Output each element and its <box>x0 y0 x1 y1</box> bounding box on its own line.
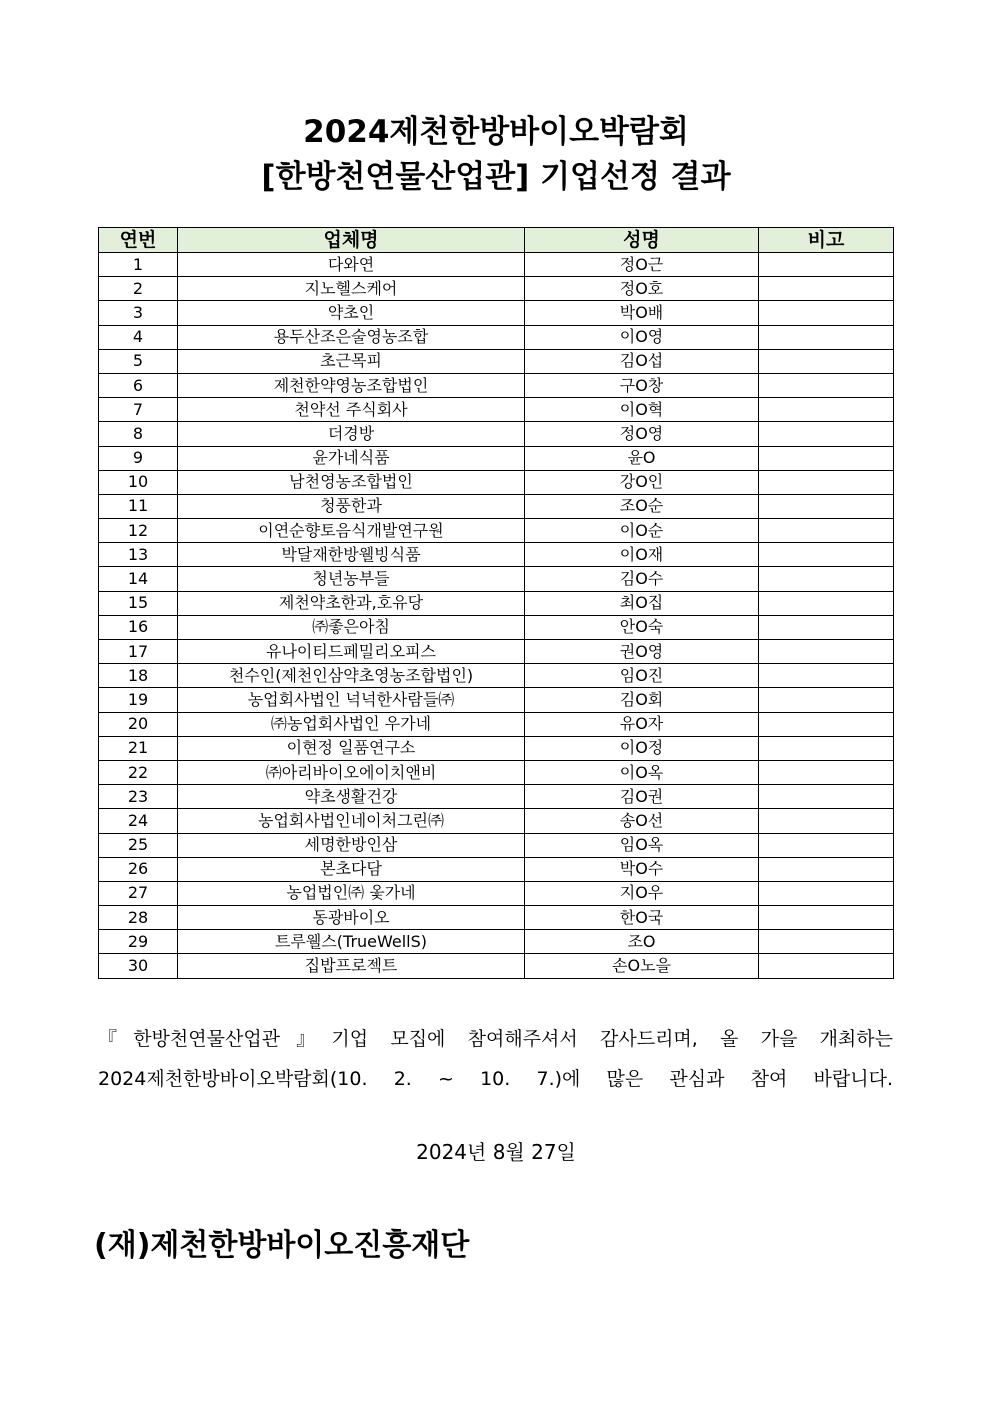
cell-name: 조O <box>525 930 759 954</box>
cell-number: 30 <box>99 954 178 978</box>
table-row <box>99 640 894 664</box>
cell-remark <box>759 736 894 760</box>
table-row <box>99 760 894 784</box>
cell-name: 정O영 <box>525 422 759 446</box>
cell-number: 2 <box>99 277 178 301</box>
table-row <box>99 591 894 615</box>
cell-remark <box>759 688 894 712</box>
cell-company: 농업법인㈜ 옻가네 <box>178 881 525 905</box>
cell-company: 이현정 일품연구소 <box>178 736 525 760</box>
table-row <box>99 809 894 833</box>
table-row <box>99 881 894 905</box>
cell-remark <box>759 543 894 567</box>
cell-name: 한O국 <box>525 906 759 930</box>
cell-name: 김O회 <box>525 688 759 712</box>
cell-company: 약초생활건강 <box>178 785 525 809</box>
header-company: 업체명 <box>178 228 525 253</box>
table-row <box>99 277 894 301</box>
cell-remark <box>759 881 894 905</box>
document-title-line2: [한방천연물산업관] 기업선정 결과 <box>261 159 731 195</box>
cell-name: 김O권 <box>525 785 759 809</box>
cell-remark <box>759 373 894 397</box>
cell-company: 동광바이오 <box>178 906 525 930</box>
table-row <box>99 664 894 688</box>
closing-paragraph-line2: 2024제천한방바이오박람회(10. 2. ~ 10. 7.)에 많은 관심과 참여 바랍니다. <box>98 1068 893 1090</box>
cell-name: 송O선 <box>525 809 759 833</box>
table-row <box>99 349 894 373</box>
cell-name: 이O정 <box>525 736 759 760</box>
cell-name: 안O숙 <box>525 615 759 639</box>
cell-name: 김O수 <box>525 567 759 591</box>
cell-name: 김O섭 <box>525 349 759 373</box>
cell-remark <box>759 567 894 591</box>
cell-company: 제천약초한과,호유당 <box>178 591 525 615</box>
cell-number: 12 <box>99 519 178 543</box>
cell-remark <box>759 470 894 494</box>
cell-number: 6 <box>99 373 178 397</box>
cell-number: 10 <box>99 470 178 494</box>
table-row <box>99 567 894 591</box>
cell-company: ㈜농업회사법인 우가네 <box>178 712 525 736</box>
cell-number: 17 <box>99 640 178 664</box>
cell-number: 20 <box>99 712 178 736</box>
table-row <box>99 253 894 277</box>
cell-remark <box>759 277 894 301</box>
document-title-line1: 2024제천한방바이오박람회 <box>303 114 689 150</box>
cell-number: 27 <box>99 881 178 905</box>
cell-remark <box>759 906 894 930</box>
cell-company: 트루웰스(TrueWellS) <box>178 930 525 954</box>
cell-name: 박O수 <box>525 857 759 881</box>
table-row <box>99 688 894 712</box>
cell-company: 용두산조은술영농조합 <box>178 325 525 349</box>
cell-number: 26 <box>99 857 178 881</box>
cell-company: 천약선 주식회사 <box>178 398 525 422</box>
cell-number: 16 <box>99 615 178 639</box>
table-row <box>99 301 894 325</box>
cell-remark <box>759 253 894 277</box>
cell-name: 임O진 <box>525 664 759 688</box>
cell-remark <box>759 494 894 518</box>
cell-remark <box>759 398 894 422</box>
cell-name: 손O노을 <box>525 954 759 978</box>
header-remark: 비고 <box>759 228 894 253</box>
cell-company: 윤가네식품 <box>178 446 525 470</box>
cell-company: 농업회사법인 넉넉한사람들㈜ <box>178 688 525 712</box>
cell-number: 23 <box>99 785 178 809</box>
cell-company: 남천영농조합법인 <box>178 470 525 494</box>
cell-company: ㈜좋은아침 <box>178 615 525 639</box>
cell-company: 청년농부들 <box>178 567 525 591</box>
cell-number: 15 <box>99 591 178 615</box>
cell-remark <box>759 615 894 639</box>
cell-number: 18 <box>99 664 178 688</box>
cell-company: 천수인(제천인삼약초영농조합법인) <box>178 664 525 688</box>
table-row <box>99 446 894 470</box>
cell-number: 7 <box>99 398 178 422</box>
cell-name: 강O인 <box>525 470 759 494</box>
cell-company: 박달재한방웰빙식품 <box>178 543 525 567</box>
cell-number: 29 <box>99 930 178 954</box>
table-row <box>99 736 894 760</box>
cell-name: 이O순 <box>525 519 759 543</box>
table-row <box>99 857 894 881</box>
cell-name: 권O영 <box>525 640 759 664</box>
cell-name: 정O호 <box>525 277 759 301</box>
cell-remark <box>759 640 894 664</box>
table-row <box>99 470 894 494</box>
cell-company: 본초다담 <box>178 857 525 881</box>
cell-company: 청풍한과 <box>178 494 525 518</box>
cell-remark <box>759 857 894 881</box>
header-name: 성명 <box>525 228 759 253</box>
cell-name: 이O옥 <box>525 760 759 784</box>
cell-company: 세명한방인삼 <box>178 833 525 857</box>
cell-remark <box>759 809 894 833</box>
cell-remark <box>759 712 894 736</box>
cell-name: 이O영 <box>525 325 759 349</box>
cell-company: 초근목피 <box>178 349 525 373</box>
table-row <box>99 615 894 639</box>
cell-remark <box>759 664 894 688</box>
cell-name: 윤O <box>525 446 759 470</box>
cell-name: 구O창 <box>525 373 759 397</box>
table-header-row <box>99 228 894 253</box>
cell-company: 집밥프로젝트 <box>178 954 525 978</box>
cell-number: 14 <box>99 567 178 591</box>
cell-company: 다와연 <box>178 253 525 277</box>
cell-company: 유나이티드페밀리오피스 <box>178 640 525 664</box>
table-row <box>99 785 894 809</box>
cell-remark <box>759 519 894 543</box>
cell-number: 5 <box>99 349 178 373</box>
cell-remark <box>759 301 894 325</box>
cell-number: 11 <box>99 494 178 518</box>
cell-number: 21 <box>99 736 178 760</box>
header-number: 연번 <box>99 228 178 253</box>
cell-remark <box>759 785 894 809</box>
table-row <box>99 543 894 567</box>
table-row <box>99 325 894 349</box>
cell-number: 13 <box>99 543 178 567</box>
cell-company: ㈜아리바이오에이치앤비 <box>178 760 525 784</box>
cell-remark <box>759 954 894 978</box>
cell-number: 25 <box>99 833 178 857</box>
cell-remark <box>759 930 894 954</box>
table-row <box>99 930 894 954</box>
cell-number: 19 <box>99 688 178 712</box>
cell-remark <box>759 591 894 615</box>
cell-number: 3 <box>99 301 178 325</box>
cell-name: 이O혁 <box>525 398 759 422</box>
cell-number: 1 <box>99 253 178 277</box>
cell-remark <box>759 446 894 470</box>
table-row <box>99 833 894 857</box>
table-row <box>99 422 894 446</box>
table-body <box>99 253 894 979</box>
cell-name: 지O우 <box>525 881 759 905</box>
cell-remark <box>759 760 894 784</box>
cell-name: 박O배 <box>525 301 759 325</box>
cell-number: 28 <box>99 906 178 930</box>
table-row <box>99 954 894 978</box>
table-row <box>99 519 894 543</box>
table-row <box>99 398 894 422</box>
cell-name: 유O자 <box>525 712 759 736</box>
table-row <box>99 906 894 930</box>
organization-name: (재)제천한방바이오진흥재단 <box>94 1228 470 1263</box>
cell-number: 24 <box>99 809 178 833</box>
cell-company: 더경방 <box>178 422 525 446</box>
cell-name: 정O근 <box>525 253 759 277</box>
cell-name: 이O재 <box>525 543 759 567</box>
cell-name: 임O옥 <box>525 833 759 857</box>
table-row <box>99 712 894 736</box>
document-date: 2024년 8월 27일 <box>416 1140 576 1164</box>
cell-company: 농업회사법인네이처그린㈜ <box>178 809 525 833</box>
cell-remark <box>759 349 894 373</box>
cell-name: 조O순 <box>525 494 759 518</box>
cell-name: 최O집 <box>525 591 759 615</box>
cell-company: 이연순향토음식개발연구원 <box>178 519 525 543</box>
cell-number: 9 <box>99 446 178 470</box>
table-row <box>99 494 894 518</box>
cell-number: 4 <box>99 325 178 349</box>
table-row <box>99 373 894 397</box>
cell-number: 8 <box>99 422 178 446</box>
cell-remark <box>759 325 894 349</box>
cell-company: 제천한약영농조합법인 <box>178 373 525 397</box>
cell-company: 약초인 <box>178 301 525 325</box>
cell-number: 22 <box>99 760 178 784</box>
selection-results-table <box>98 227 894 979</box>
cell-remark <box>759 422 894 446</box>
cell-remark <box>759 833 894 857</box>
cell-company: 지노헬스케어 <box>178 277 525 301</box>
closing-paragraph-line1: 『한방천연물산업관』기업 모집에 참여해주셔서 감사드리며, 올 가을 개최하는 <box>98 1028 893 1050</box>
